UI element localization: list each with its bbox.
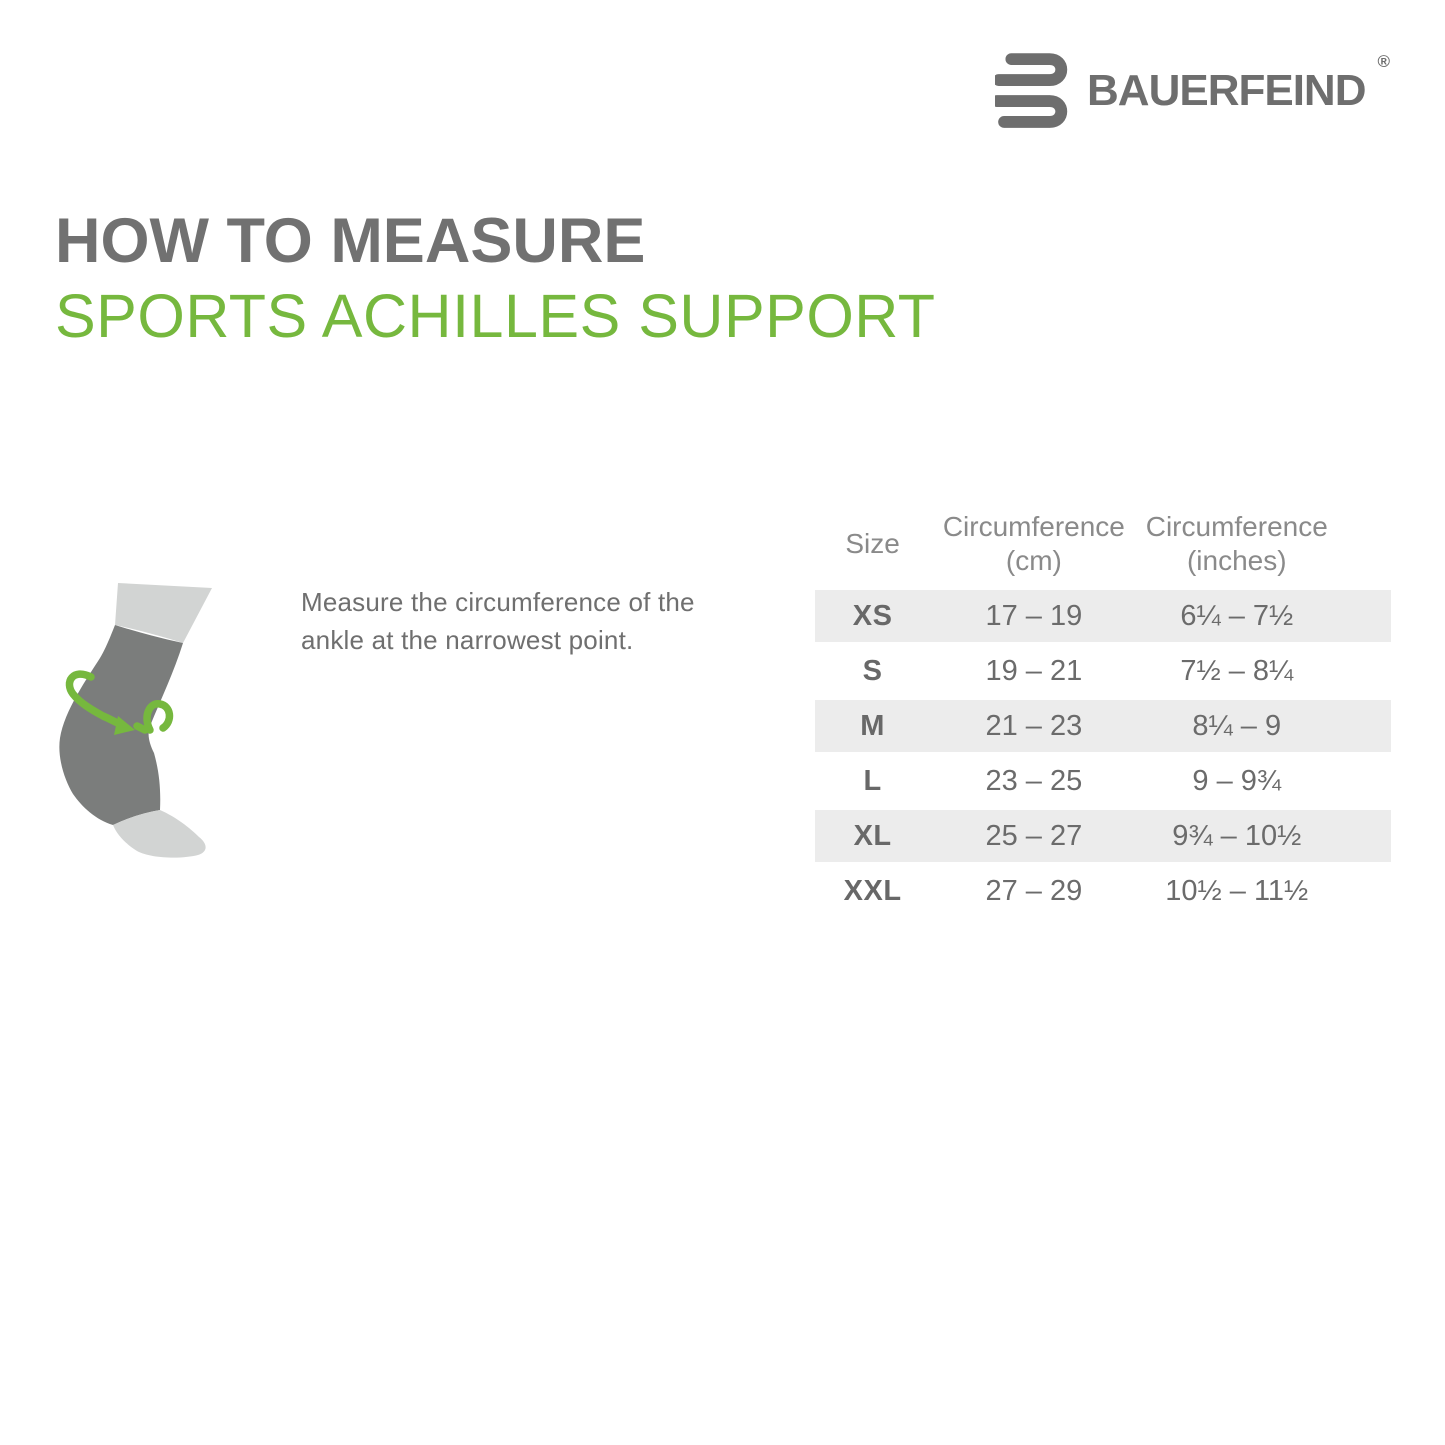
cell-cm: 17 – 19 — [985, 599, 1083, 632]
cell-inches: 6¼ – 7½ — [1180, 599, 1294, 632]
cell-size: M — [860, 709, 885, 742]
cell-cm: 27 – 29 — [985, 874, 1083, 907]
cell-cm: 19 – 21 — [985, 654, 1083, 687]
table-row-xs — [815, 590, 1391, 642]
brand-wordmark: BAUERFEIND — [1087, 66, 1366, 115]
table-row-m — [815, 700, 1391, 752]
cell-cm: 23 – 25 — [985, 764, 1083, 797]
cell-size: XS — [852, 599, 893, 632]
cell-inches: 8¼ – 9 — [1192, 709, 1282, 742]
ankle-illustration — [40, 578, 218, 862]
cell-size: XXL — [843, 874, 902, 907]
brand-logo — [995, 50, 1390, 132]
instruction-text: Measure the circumference of the ankle at the narrowest point. — [301, 587, 695, 655]
cell-size: XL — [853, 819, 892, 852]
page-subtitle: SPORTS ACHILLES SUPPORT — [55, 282, 936, 350]
cell-cm: 21 – 23 — [985, 709, 1083, 742]
col-header-size: Size — [845, 527, 900, 559]
size-chart — [815, 498, 1391, 920]
table-row-l — [815, 755, 1391, 807]
table-row-s — [815, 645, 1391, 697]
bauerfeind-logo-icon — [995, 50, 1077, 132]
cell-inches: 7½ – 8¼ — [1180, 654, 1294, 687]
cell-size: L — [863, 764, 882, 797]
page-title: HOW TO MEASURE — [55, 206, 646, 276]
size-chart-header — [815, 498, 1391, 590]
table-row-xxl — [815, 865, 1391, 917]
cell-inches: 9¾ – 10½ — [1172, 819, 1302, 852]
cell-inches: 10½ – 11½ — [1165, 874, 1309, 907]
table-row-xl — [815, 810, 1391, 862]
col-header-circumference-inches: Circumference (inches) — [1145, 510, 1328, 576]
col-header-circumference-cm: Circumference (cm) — [942, 510, 1125, 576]
registered-trademark-symbol: ® — [1377, 52, 1390, 71]
cell-cm: 25 – 27 — [985, 819, 1083, 852]
cell-inches: 9 – 9¾ — [1192, 764, 1282, 797]
cell-size: S — [862, 654, 883, 687]
